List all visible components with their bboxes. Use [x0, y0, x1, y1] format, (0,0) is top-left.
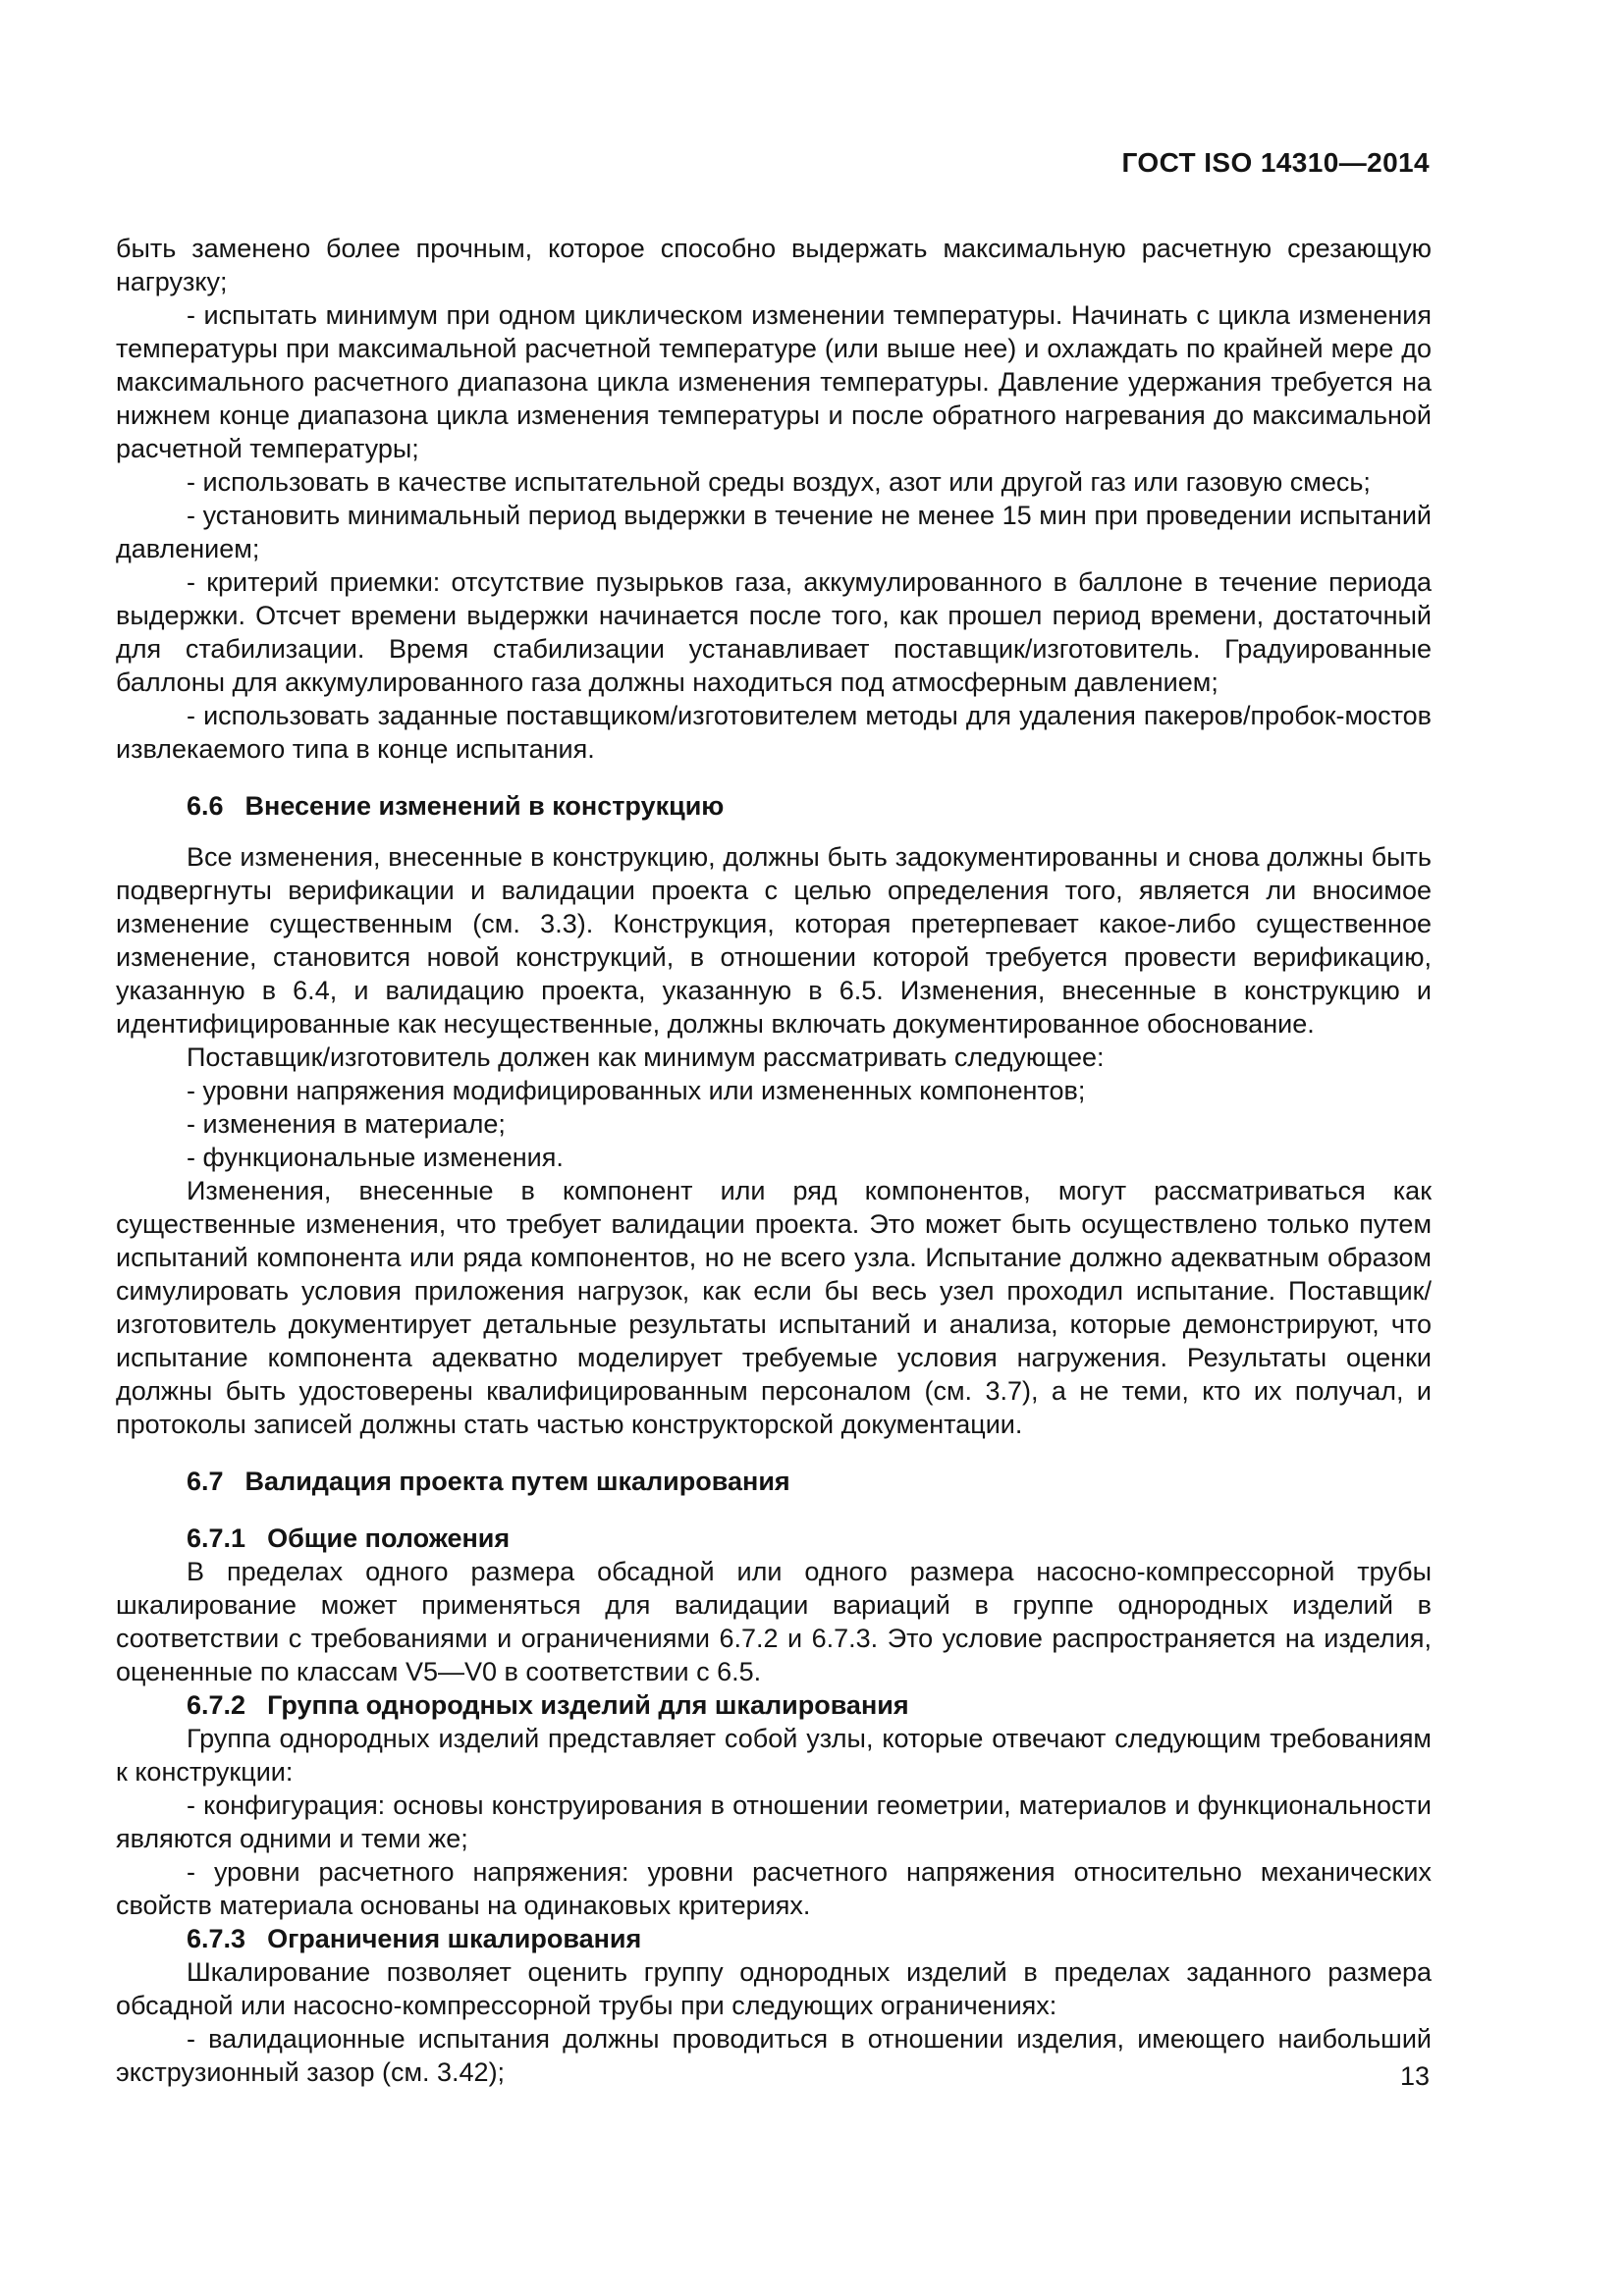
section-heading	[116, 1465, 1432, 1498]
list-item: - валидационные испытания должны проводиться в отношении изделия, имеющего наибольший экструзионный зазор (см. 3.42);	[116, 2024, 1432, 2087]
section-number: 6.6	[187, 791, 224, 821]
section-title: Общие положения	[267, 1523, 511, 1553]
section-title: Внесение изменений в конструкцию	[244, 791, 725, 821]
list-item: - критерий приемки: отсутствие пузырьков газа, аккумулированного в баллоне в течение периода выдержки. Отсчет времени выдержки начинается после того, как прошел период времени, достаточный для стабилизации. Время стабилизации устанавливает поставщик/изготовитель. Градуированные баллоны для аккумулированного газа должны находиться под атмосферным давлением;	[116, 567, 1432, 697]
section-number: 6.7.3	[187, 1924, 246, 1953]
paragraph: Изменения, внесенные в компонент или ряд компонентов, могут рассматриваться как существенные изменения, что требует валидации проекта. Это может быть осуществлено только путем испытаний компонента или ряда компонентов, но не всего узла. Испытание должно адекватным образом симулировать условия приложения нагрузок, как если бы весь узел проходил испытание. Поставщик/изготовитель документирует детальные результаты испытаний и анализа, которые демонстрируют, что испытание компонента адекватно моделирует требуемые условия нагружения. Результаты оценки должны быть удостоверены квалифицированным персоналом (см. 3.7), а не теми, кто их получал, и протоколы записей должны стать частью конструкторской документации.	[116, 1176, 1432, 1439]
paragraph: быть заменено более прочным, которое способно выдержать максимальную расчетную срезающую нагрузку;	[116, 234, 1432, 296]
list-item: - функциональные изменения.	[187, 1143, 564, 1172]
section-heading	[116, 1522, 1432, 1555]
section-heading	[116, 1688, 1432, 1722]
paragraph: Все изменения, внесенные в конструкцию, должны быть задокументированны и снова должны быть подвергнуты верификации и валидации проекта с целью определения того, является ли вносимое изменение существенным (см. 3.3). Конструкция, которая претерпевает какое-либо существенное изменение, становится новой конструкций, в отношении которой требуется провести верификацию, указанную в 6.4, и валидацию проекта, указанную в 6.5. Изменения, внесенные в конструкцию и идентифицированные как несущественные, должны включать документированное обоснование.	[116, 842, 1432, 1039]
section-title: Валидация проекта путем шкалирования	[244, 1467, 790, 1496]
list-item: - конфигурация: основы конструирования в отношении геометрии, материалов и функциональности являются одними и теми же;	[116, 1790, 1432, 1853]
list-item: - использовать заданные поставщиком/изготовителем методы для удаления пакеров/пробок-мостов извлекаемого типа в конце испытания.	[116, 701, 1432, 764]
section-heading	[116, 1922, 1432, 1955]
section-number: 6.7.1	[187, 1523, 246, 1553]
page-number: 13	[1399, 2061, 1430, 2091]
list-item: - использовать в качестве испытательной среды воздух, азот или другой газ или газовую смесь;	[187, 467, 1371, 497]
paragraph: Поставщик/изготовитель должен как минимум рассматривать следующее:	[187, 1042, 1105, 1072]
list-item: - испытать минимум при одном циклическом изменении температуры. Начинать с цикла изменения температуры при максимальной расчетной температуре (или выше нее) и охлаждать по крайней мере до максимального расчетного диапазона цикла изменения температуры. Давление удержания требуется на нижнем конце диапазона цикла изменения температуры и после обратного нагревания до максимальной расчетной температуры;	[116, 300, 1432, 463]
list-item: - установить минимальный период выдержки в течение не менее 15 мин при проведении испытаний давлением;	[116, 501, 1432, 563]
paragraph: Группа однородных изделий представляет собой узлы, которые отвечают следующим требованиям к конструкции:	[116, 1724, 1432, 1787]
section-number: 6.7.2	[187, 1690, 246, 1720]
list-item: - изменения в материале;	[187, 1109, 506, 1139]
list-item: - уровни расчетного напряжения: уровни расчетного напряжения относительно механических свойств материала основаны на одинаковых критериях.	[116, 1857, 1432, 1920]
paragraph: Шкалирование позволяет оценить группу однородных изделий в пределах заданного размера обсадной или насосно-компрессорной трубы при следующих ограничениях:	[116, 1957, 1432, 2020]
section-heading	[116, 789, 1432, 823]
section-title: Группа однородных изделий для шкалирования	[267, 1690, 909, 1720]
content	[116, 232, 1432, 2089]
running-header: ГОСТ ISO 14310—2014	[1121, 147, 1430, 178]
section-number: 6.7	[187, 1467, 224, 1496]
paragraph: В пределах одного размера обсадной или одного размера насосно-компрессорной трубы шкалирование может применяться для валидации вариаций в группе однородных изделий в соответствии с требованиями и ограничениями 6.7.2 и 6.7.3. Это условие распространяется на изделия, оцененные по классам V5—V0 в соответствии с 6.5.	[116, 1557, 1432, 1686]
section-title: Ограничения шкалирования	[267, 1924, 642, 1953]
list-item: - уровни напряжения модифицированных или измененных компонентов;	[187, 1076, 1086, 1105]
